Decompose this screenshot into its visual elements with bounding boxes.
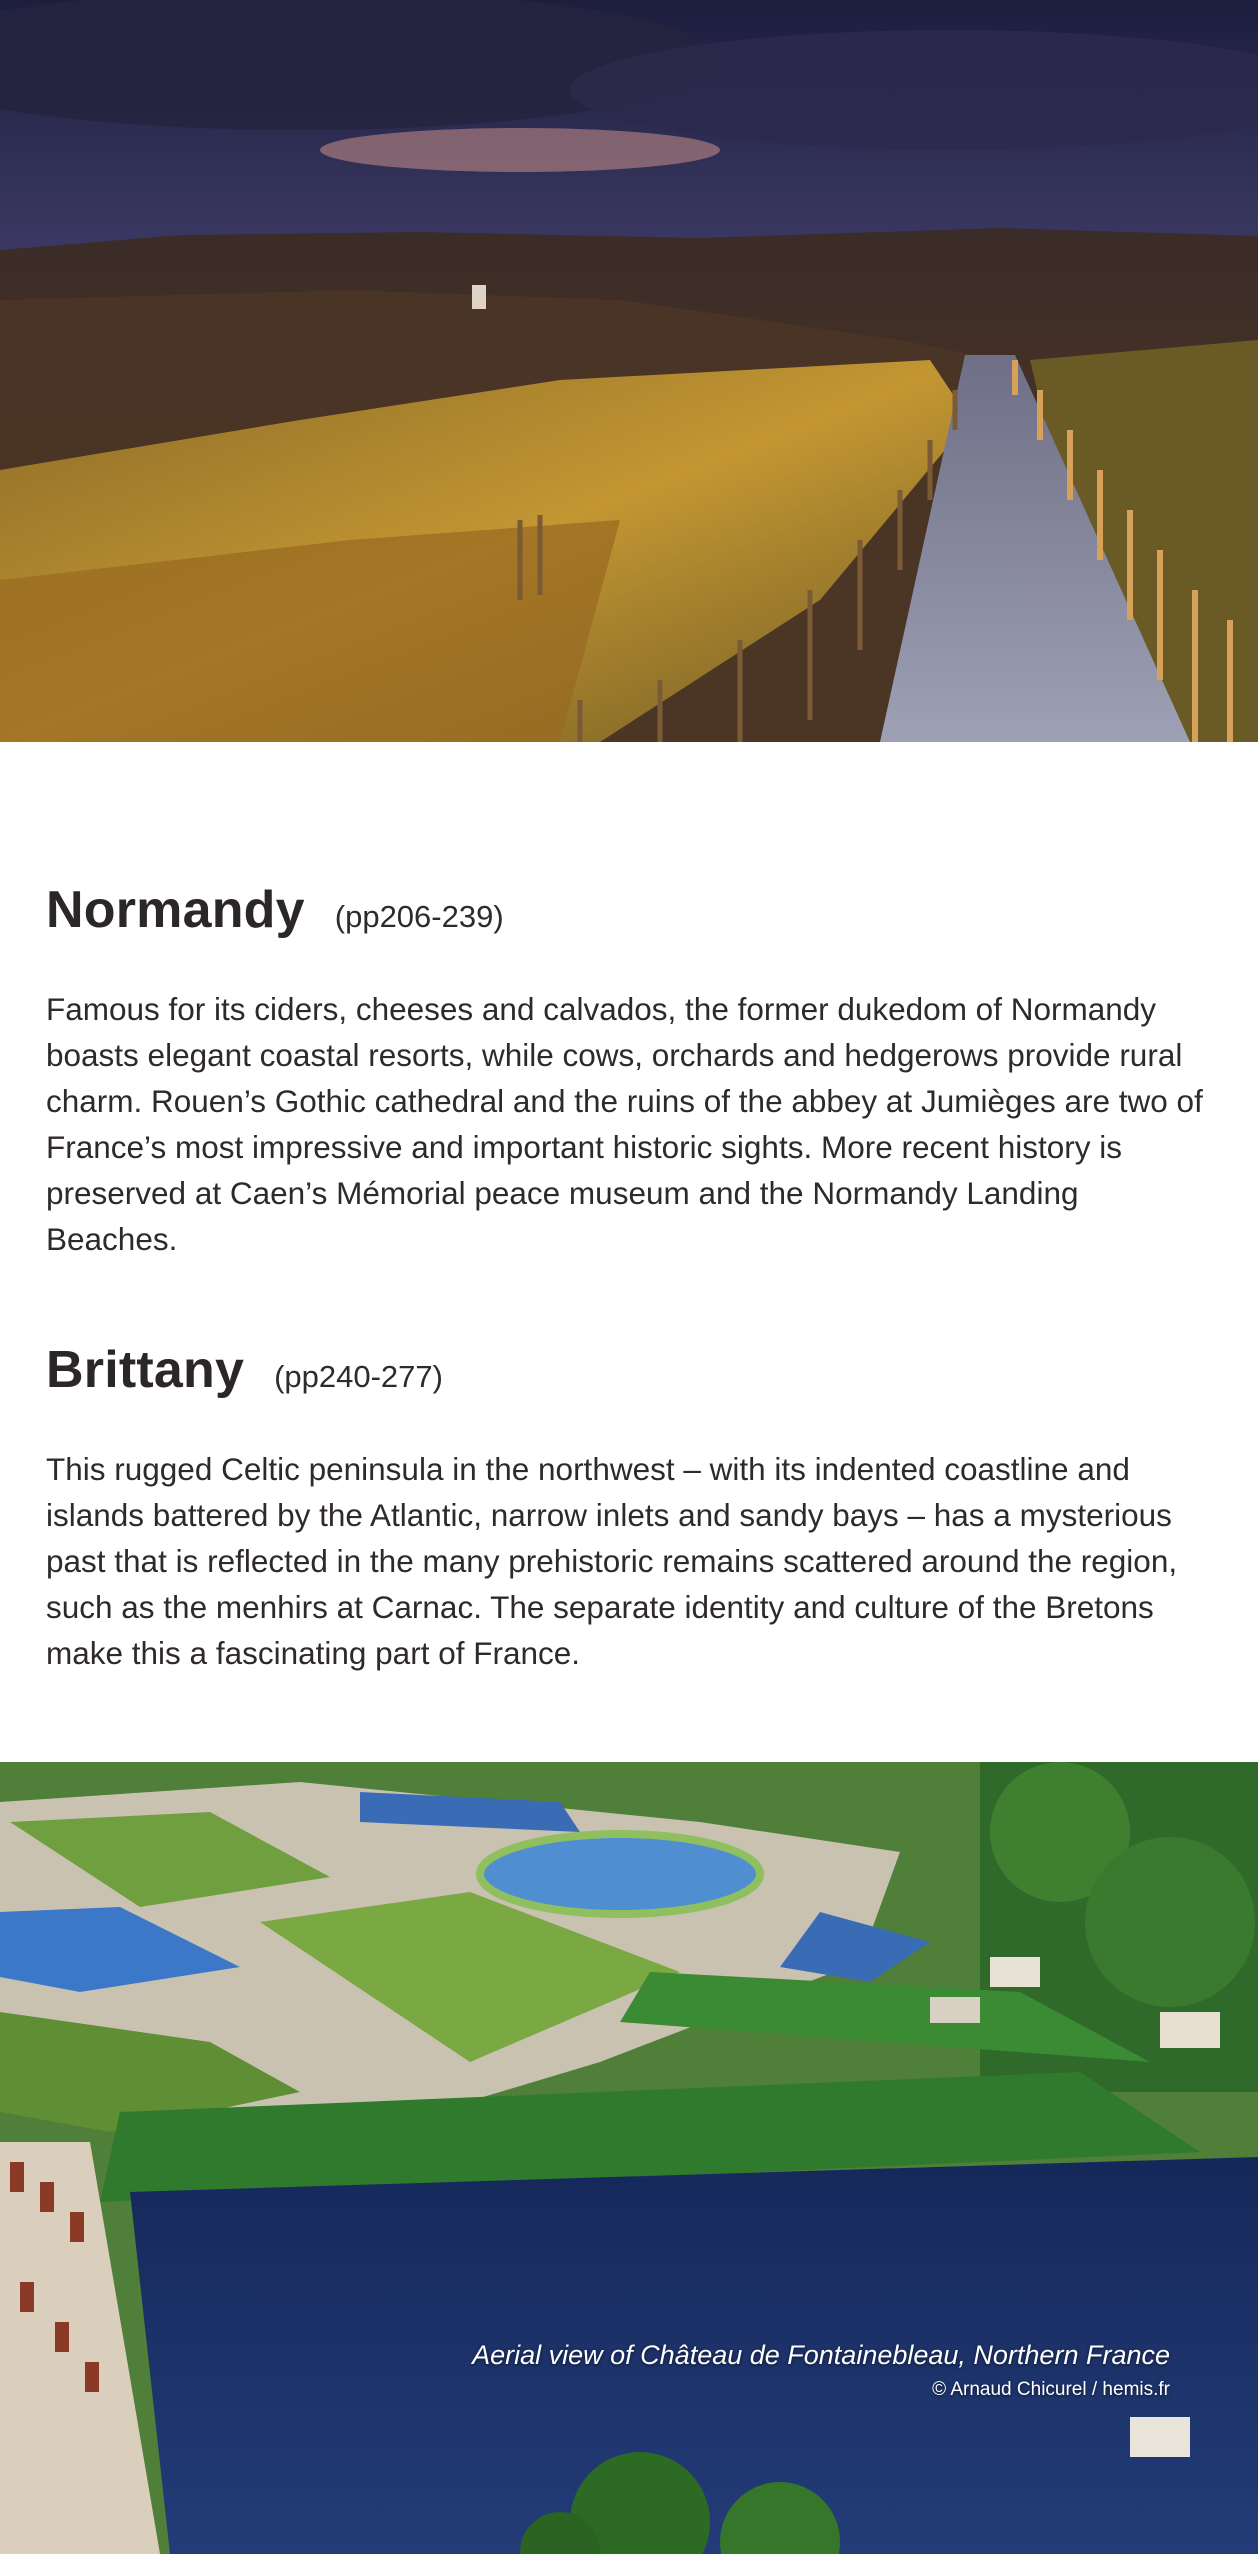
section-body: This rugged Celtic peninsula in the northwest – with its indented coastline and islands battered by the Atlantic, narrow inlets and sandy bays – has a mysterious past that is reflected in the many prehistoric remains scattered around the region, such as the menhirs at Carnac. The separate identity and culture of the Bretons make this a fascinating part of France. [46,1451,1178,1671]
page-reference: (pp206-239) [334,899,504,934]
top-landscape-photo [0,0,1258,742]
section-normandy [46,880,1203,1262]
region-descriptions [46,880,1203,1676]
section-title: Normandy [46,881,305,939]
photo-credit: © Arnaud Chicurel / hemis.fr [932,2379,1170,2400]
page-reference: (pp240-277) [274,1359,443,1394]
coastal-path-illustration [0,0,1258,742]
photo-caption [472,2338,1170,2404]
section-heading [46,880,1196,940]
section-brittany [46,1340,1196,1676]
section-title: Brittany [46,1341,245,1399]
caption-title: Aerial view of Château de Fontainebleau, Northern France [472,2340,1170,2370]
bottom-aerial-photo [0,1762,1258,2554]
section-body: Famous for its ciders, cheeses and calvados, the former dukedom of Normandy boasts elegant coastal resorts, while cows, orchards and hedgerows provide rural charm. Rouen’s Gothic cathedral and the ruins of the abbey at Jumièges are two of France’s most impressive and important historic sights. More recent history is preserved at Caen’s Mémorial peace museum and the Normandy Landing Beaches. [46,991,1203,1257]
chateau-gardens-illustration [0,1762,1258,2554]
section-heading [46,1340,1196,1400]
